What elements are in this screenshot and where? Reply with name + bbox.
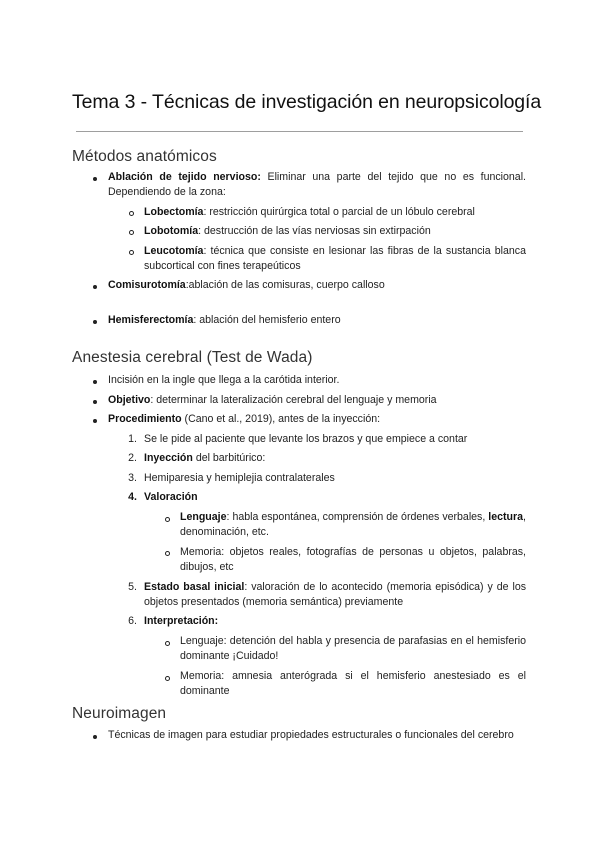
- heading-neuroimagen: Neuroimagen: [72, 705, 167, 722]
- text-inyeccion: del barbitúrico:: [192, 452, 266, 464]
- step-4-valoracion: Valoración: [144, 491, 198, 503]
- item-leucotomia: [144, 244, 526, 274]
- item-comisurotomia: [108, 278, 385, 293]
- text-lectura: , denominación, etc.: [180, 511, 526, 538]
- bullet-icon: [93, 320, 97, 324]
- term-lectura: lectura: [488, 511, 524, 523]
- hollow-bullet-icon: [165, 676, 170, 681]
- term-lenguaje: Lenguaje: [180, 511, 227, 523]
- bullet-icon: [93, 285, 97, 289]
- step-number: 3.: [128, 472, 137, 484]
- step-6-interpretacion: Interpretación:: [144, 615, 219, 627]
- hollow-bullet-icon: [165, 517, 170, 522]
- item-valoracion-lenguaje: [180, 510, 526, 540]
- item-lobectomia: [144, 205, 475, 220]
- item-interpretacion-lenguaje: Lenguaje: detención del habla y presencia de parafasias en el hemisferio dominante ¡Cuidado!: [180, 635, 526, 662]
- item-hemisferectomia: [108, 313, 341, 328]
- step-number: 6.: [128, 615, 137, 627]
- step-5: [144, 580, 526, 610]
- hollow-bullet-icon: [129, 211, 134, 216]
- text-ablacion: Eliminar una parte del tejido que no es funcional. Dependiendo de la zona:: [108, 171, 526, 198]
- page-title: Tema 3 - Técnicas de investigación en neuropsicología: [72, 91, 542, 113]
- step-1: Se le pide al paciente que levante los brazos y que empiece a contar: [144, 433, 468, 445]
- text-estado-basal: : valoración de lo acontecido (memoria episódica) y de los objetos presentados (memoria semántica) previamente: [144, 581, 527, 608]
- step-number: 5.: [128, 581, 137, 593]
- item-procedimiento: [108, 412, 380, 427]
- term-ablacion: Ablación de tejido nervioso:: [108, 171, 261, 183]
- step-number: 1.: [128, 433, 137, 445]
- term-lobectomia: Lobectomía: [144, 206, 204, 218]
- term-inyeccion: Inyección: [144, 452, 193, 464]
- bullet-icon: [93, 400, 97, 404]
- item-ablacion: [108, 170, 526, 200]
- text-lenguaje: : habla espontánea, comprensión de órdenes verbales,: [226, 511, 486, 523]
- item-valoracion-memoria: Memoria: objetos reales, fotografías de personas u objetos, palabras, dibujos, etc: [180, 546, 526, 573]
- title-divider: [76, 131, 523, 132]
- text-procedimiento: (Cano et al., 2019), antes de la inyección:: [181, 413, 381, 425]
- bullet-icon: [93, 380, 97, 384]
- text-comisurotomia: :ablación de las comisuras, cuerpo calloso: [185, 279, 385, 291]
- bullet-icon: [93, 419, 97, 423]
- text-objetivo: : determinar la lateralización cerebral del lenguaje y memoria: [150, 394, 437, 406]
- term-comisurotomia: Comisurotomía: [108, 279, 186, 291]
- item-lobotomia: [144, 224, 431, 239]
- bullet-icon: [93, 735, 97, 739]
- text-lobectomia: : restricción quirúrgica total o parcial de un lóbulo cerebral: [203, 206, 475, 218]
- step-number: 2.: [128, 452, 137, 464]
- term-estado-basal: Estado basal inicial: [144, 581, 245, 593]
- item-interpretacion-memoria: Memoria: amnesia anterógrada si el hemisferio anestesiado es el dominante: [180, 670, 526, 697]
- term-procedimiento: Procedimiento: [108, 413, 182, 425]
- step-number: 4.: [128, 491, 137, 503]
- text-hemisferectomia: : ablación del hemisferio entero: [193, 314, 341, 326]
- text-lobotomia: : destrucción de las vías nerviosas sin extirpación: [198, 225, 431, 237]
- term-leucotomia: Leucotomía: [144, 245, 204, 257]
- term-lobotomia: Lobotomía: [144, 225, 199, 237]
- heading-anestesia-cerebral: Anestesia cerebral (Test de Wada): [72, 349, 313, 366]
- item-objetivo: [108, 393, 437, 408]
- hollow-bullet-icon: [165, 551, 170, 556]
- item-tecnicas-imagen: Técnicas de imagen para estudiar propiedades estructurales o funcionales del cerebro: [108, 729, 514, 741]
- step-3: Hemiparesia y hemiplejia contralaterales: [144, 472, 335, 484]
- term-objetivo: Objetivo: [108, 394, 151, 406]
- hollow-bullet-icon: [129, 250, 134, 255]
- step-2: [144, 451, 265, 466]
- hollow-bullet-icon: [165, 641, 170, 646]
- text-leucotomia: : técnica que consiste en lesionar las fibras de la sustancia blanca subcortical con fines terapeúticos: [144, 245, 526, 272]
- item-incision: Incisión en la ingle que llega a la carótida interior.: [108, 374, 340, 386]
- heading-metodos-anatomicos: Métodos anatómicos: [72, 148, 217, 165]
- hollow-bullet-icon: [129, 230, 134, 235]
- bullet-icon: [93, 177, 97, 181]
- term-hemisferectomia: Hemisferectomía: [108, 314, 194, 326]
